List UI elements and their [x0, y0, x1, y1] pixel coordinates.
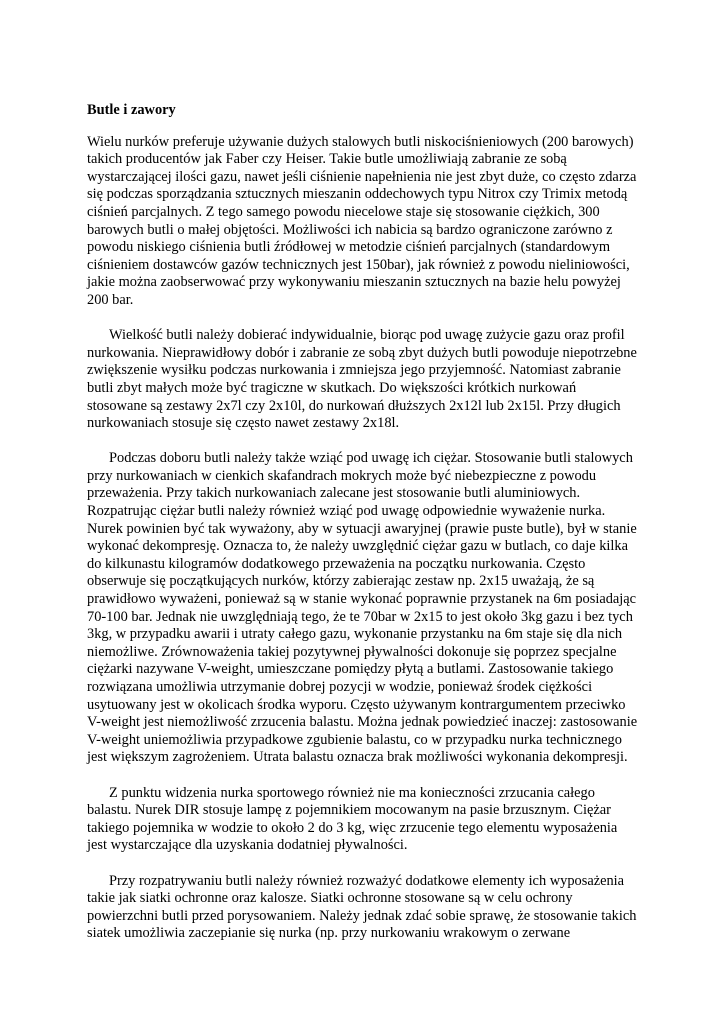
document-body: [87, 102, 639, 961]
paragraph-1: Wielu nurków preferuje używanie dużych stalowych butli niskociśnieniowych (200 barowych) takich producentów jak Faber czy Heiser. Takie butle umożliwiają zabranie ze sobą wystarczającej ilości gazu, nawet jeśli ciśnienie napełnienia nie jest zbyt duże, co często zdarza się podczas sporządzania sztucznych mieszanin oddechowych typu Nitrox czy Trimix metodą ciśnień parcjalnych. Z tego samego powodu niecelowe staje się stosowanie ciężkich, 300 barowych butli o małej objętości. Możliwości ich nabicia są bardzo ograniczone zarówno z powodu niskiego ciśnienia butli źródłowej w metodzie ciśnień parcjalnych (standardowym ciśnieniem dostawców gazów technicznych jest 150bar), jak również z powodu nieliniowości, jakie można zaobserwować przy wykonywaniu mieszanin sztucznych na bazie helu powyżej 200 bar.: [87, 133, 637, 308]
paragraph-4: Z punktu widzenia nurka sportowego również nie ma konieczności zrzucania całego balastu. Nurek DIR stosuje lampę z pojemnikiem mocowanym na pasie brzusznym. Ciężar takiego pojemnika w wodzie to około 2 do 3 kg, więc zrzucenie tego elementu wyposażenia jest wystarczające dla uzyskania dodatniej pływalności.: [87, 784, 618, 854]
section-title: Butle i zawory: [87, 102, 176, 118]
paragraph-3: Podczas doboru butli należy także wziąć pod uwagę ich ciężar. Stosowanie butli stalowych przy nurkowaniach w cienkich skafandrach mokrych może być niebezpieczne z powodu przeważenia. Przy takich nurkowaniach zalecane jest stosowanie butli aluminiowych. Rozpatrując ciężar butli należy również wziąć pod uwagę odpowiednie wyważenie nurka. Nurek powinien być tak wyważony, aby w sytuacji awaryjnej (prawie puste butle), był w stanie wykonać dekompresję. Oznacza to, że należy uwzględnić ciężar gazu w butlach, co daje kilka do kilkunastu kilogramów dodatkowego przeważenia na początku nurkowania. Często obserwuje się początkujących nurków, którzy zabierając zestaw np. 2x15 uważają, że są prawidłowo wyważeni, ponieważ są w stanie wykonać poprawnie przystanek na 6m posiadając 70-100 bar. Jednak nie uwzględniają tego, że te 70bar w 2x15 to jest około 3kg gazu i bez tych 3kg, w przypadku awarii i utraty całego gazu, wykonanie przystanku na 6m staje się dla nich niemożliwe. Zrównoważenia takiej pozytywnej pływalności dokonuje się poprzez specjalne ciężarki nazywane V-weight, umieszczane pomiędzy płytą a butlami. Zastosowanie takiego rozwiązana umożliwia utrzymanie dobrej pozycji w wodzie, ponieważ środek ciężkości usytuowany jest w okolicach środka wyporu. Często używanym kontrargumentem przeciwko V-weight jest niemożliwość zrzucenia balastu. Można jednak powiedzieć inaczej: zastosowanie V-weight uniemożliwia przypadkowe zgubienie balastu, co w przypadku nurka technicznego jest większym zagrożeniem. Utrata balastu oznacza brak możliwości wykonania dekompresji.: [87, 450, 638, 766]
paragraph-5: Przy rozpatrywaniu butli należy również rozważyć dodatkowe elementy ich wyposażenia takie jak siatki ochronne oraz kalosze. Siatki ochronne stosowane są w celu ochrony powierzchni butli przed porysowaniem. Należy jednak zdać sobie sprawę, że stosowanie takich siatek umożliwia zaczepianie się nurka (np. przy nurkowaniu wrakowym o zerwane: [87, 872, 637, 942]
paragraph-2: Wielkość butli należy dobierać indywidualnie, biorąc pod uwagę zużycie gazu oraz profil nurkowania. Nieprawidłowy dobór i zabranie ze sobą zbyt dużych butli powoduje niepotrzebne zwiększenie wysiłku podczas nurkowania i zmniejsza jego przyjemność. Natomiast zabranie butli zbyt małych może być tragiczne w skutkach. Do większości krótkich nurkowań stosowane są zestawy 2x7l czy 2x10l, do nurkowań dłuższych 2x12l lub 2x15l. Przy długich nurkowaniach stosuje się często nawet zestawy 2x18l.: [87, 327, 637, 432]
